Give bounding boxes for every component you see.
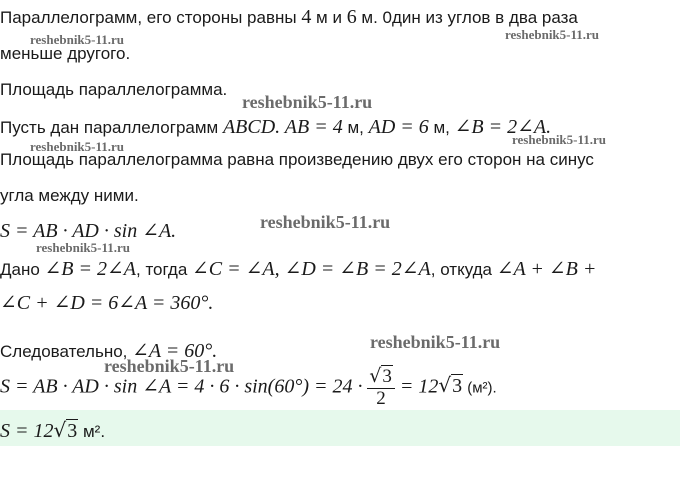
- answer-radicand: 3: [67, 420, 78, 442]
- problem-text: Параллелограмм, его стороны равны: [0, 8, 302, 27]
- side-a-value: 4: [301, 6, 312, 28]
- sqrt-icon: √: [53, 418, 67, 442]
- watermark: reshebnik5-11.ru: [370, 332, 501, 352]
- side-b-value: 6: [346, 6, 357, 28]
- area-formula: S = AB · AD · sin ∠A.: [0, 220, 177, 242]
- calculation-result: = 12: [394, 375, 439, 398]
- watermark: reshebnik5-11.ru: [30, 139, 125, 154]
- let-math: ∠B = 2∠A.: [454, 116, 552, 138]
- given-text: , тогда: [136, 260, 193, 279]
- given-line: [0, 256, 596, 281]
- problem-line-2: меньше другого.: [0, 44, 131, 63]
- sqrt3-over-2-fraction: [367, 366, 395, 410]
- angle-sum-line: ∠C + ∠D = 6∠A = 360°.: [0, 292, 214, 314]
- answer-math: S = 12: [0, 420, 54, 442]
- watermark: reshebnik5-11.ru: [505, 27, 600, 42]
- fraction-numerator: 3: [382, 366, 392, 387]
- sqrt-icon: √: [438, 373, 452, 398]
- task-line: Площадь параллелограмма.: [0, 80, 228, 99]
- given-text: Дано: [0, 260, 45, 279]
- calculation-math: S = AB · AD · sin ∠A = 4 · 6 · sin(60°) = 24 ·: [0, 375, 363, 398]
- unit-text: м,: [342, 118, 369, 137]
- watermark: reshebnik5-11.ru: [260, 212, 391, 232]
- given-text: , откуда: [430, 260, 497, 279]
- watermark: reshebnik5-11.ru: [242, 92, 373, 112]
- problem-text: м и: [311, 8, 347, 27]
- unit-text: м,: [428, 118, 455, 137]
- watermark: reshebnik5-11.ru: [36, 240, 131, 255]
- let-line: [0, 114, 551, 139]
- hence-text: Следовательно,: [0, 342, 133, 361]
- fraction-denominator: 2: [376, 387, 386, 409]
- let-text: Пусть дан параллелограмм: [0, 118, 223, 137]
- watermark: reshebnik5-11.ru: [104, 356, 235, 376]
- calculation-line: [0, 366, 497, 410]
- given-math: ∠A + ∠B +: [496, 258, 597, 280]
- problem-text: м. 0дин из углов в два раза: [356, 8, 578, 27]
- problem-line-1: [0, 6, 578, 29]
- area-explanation-2: угла между ними.: [0, 186, 139, 205]
- answer-line: [0, 418, 105, 443]
- let-math: ABCD. AB = 4: [222, 116, 343, 138]
- let-math: AD = 6: [368, 116, 429, 138]
- area-explanation-1: Площадь параллелограмма равна произведению двух его сторон на синус: [0, 150, 594, 169]
- watermark: reshebnik5-11.ru: [30, 32, 125, 47]
- answer-unit: м².: [78, 422, 106, 441]
- hence-math: ∠A = 60°.: [132, 340, 218, 362]
- result-radicand: 3: [452, 375, 463, 398]
- given-math: ∠C = ∠A, ∠D = ∠B = 2∠A: [192, 258, 431, 280]
- given-math: ∠B = 2∠A: [44, 258, 136, 280]
- unit-text: (м²).: [463, 379, 497, 397]
- watermark: reshebnik5-11.ru: [512, 132, 607, 147]
- sqrt-icon: √: [369, 365, 382, 387]
